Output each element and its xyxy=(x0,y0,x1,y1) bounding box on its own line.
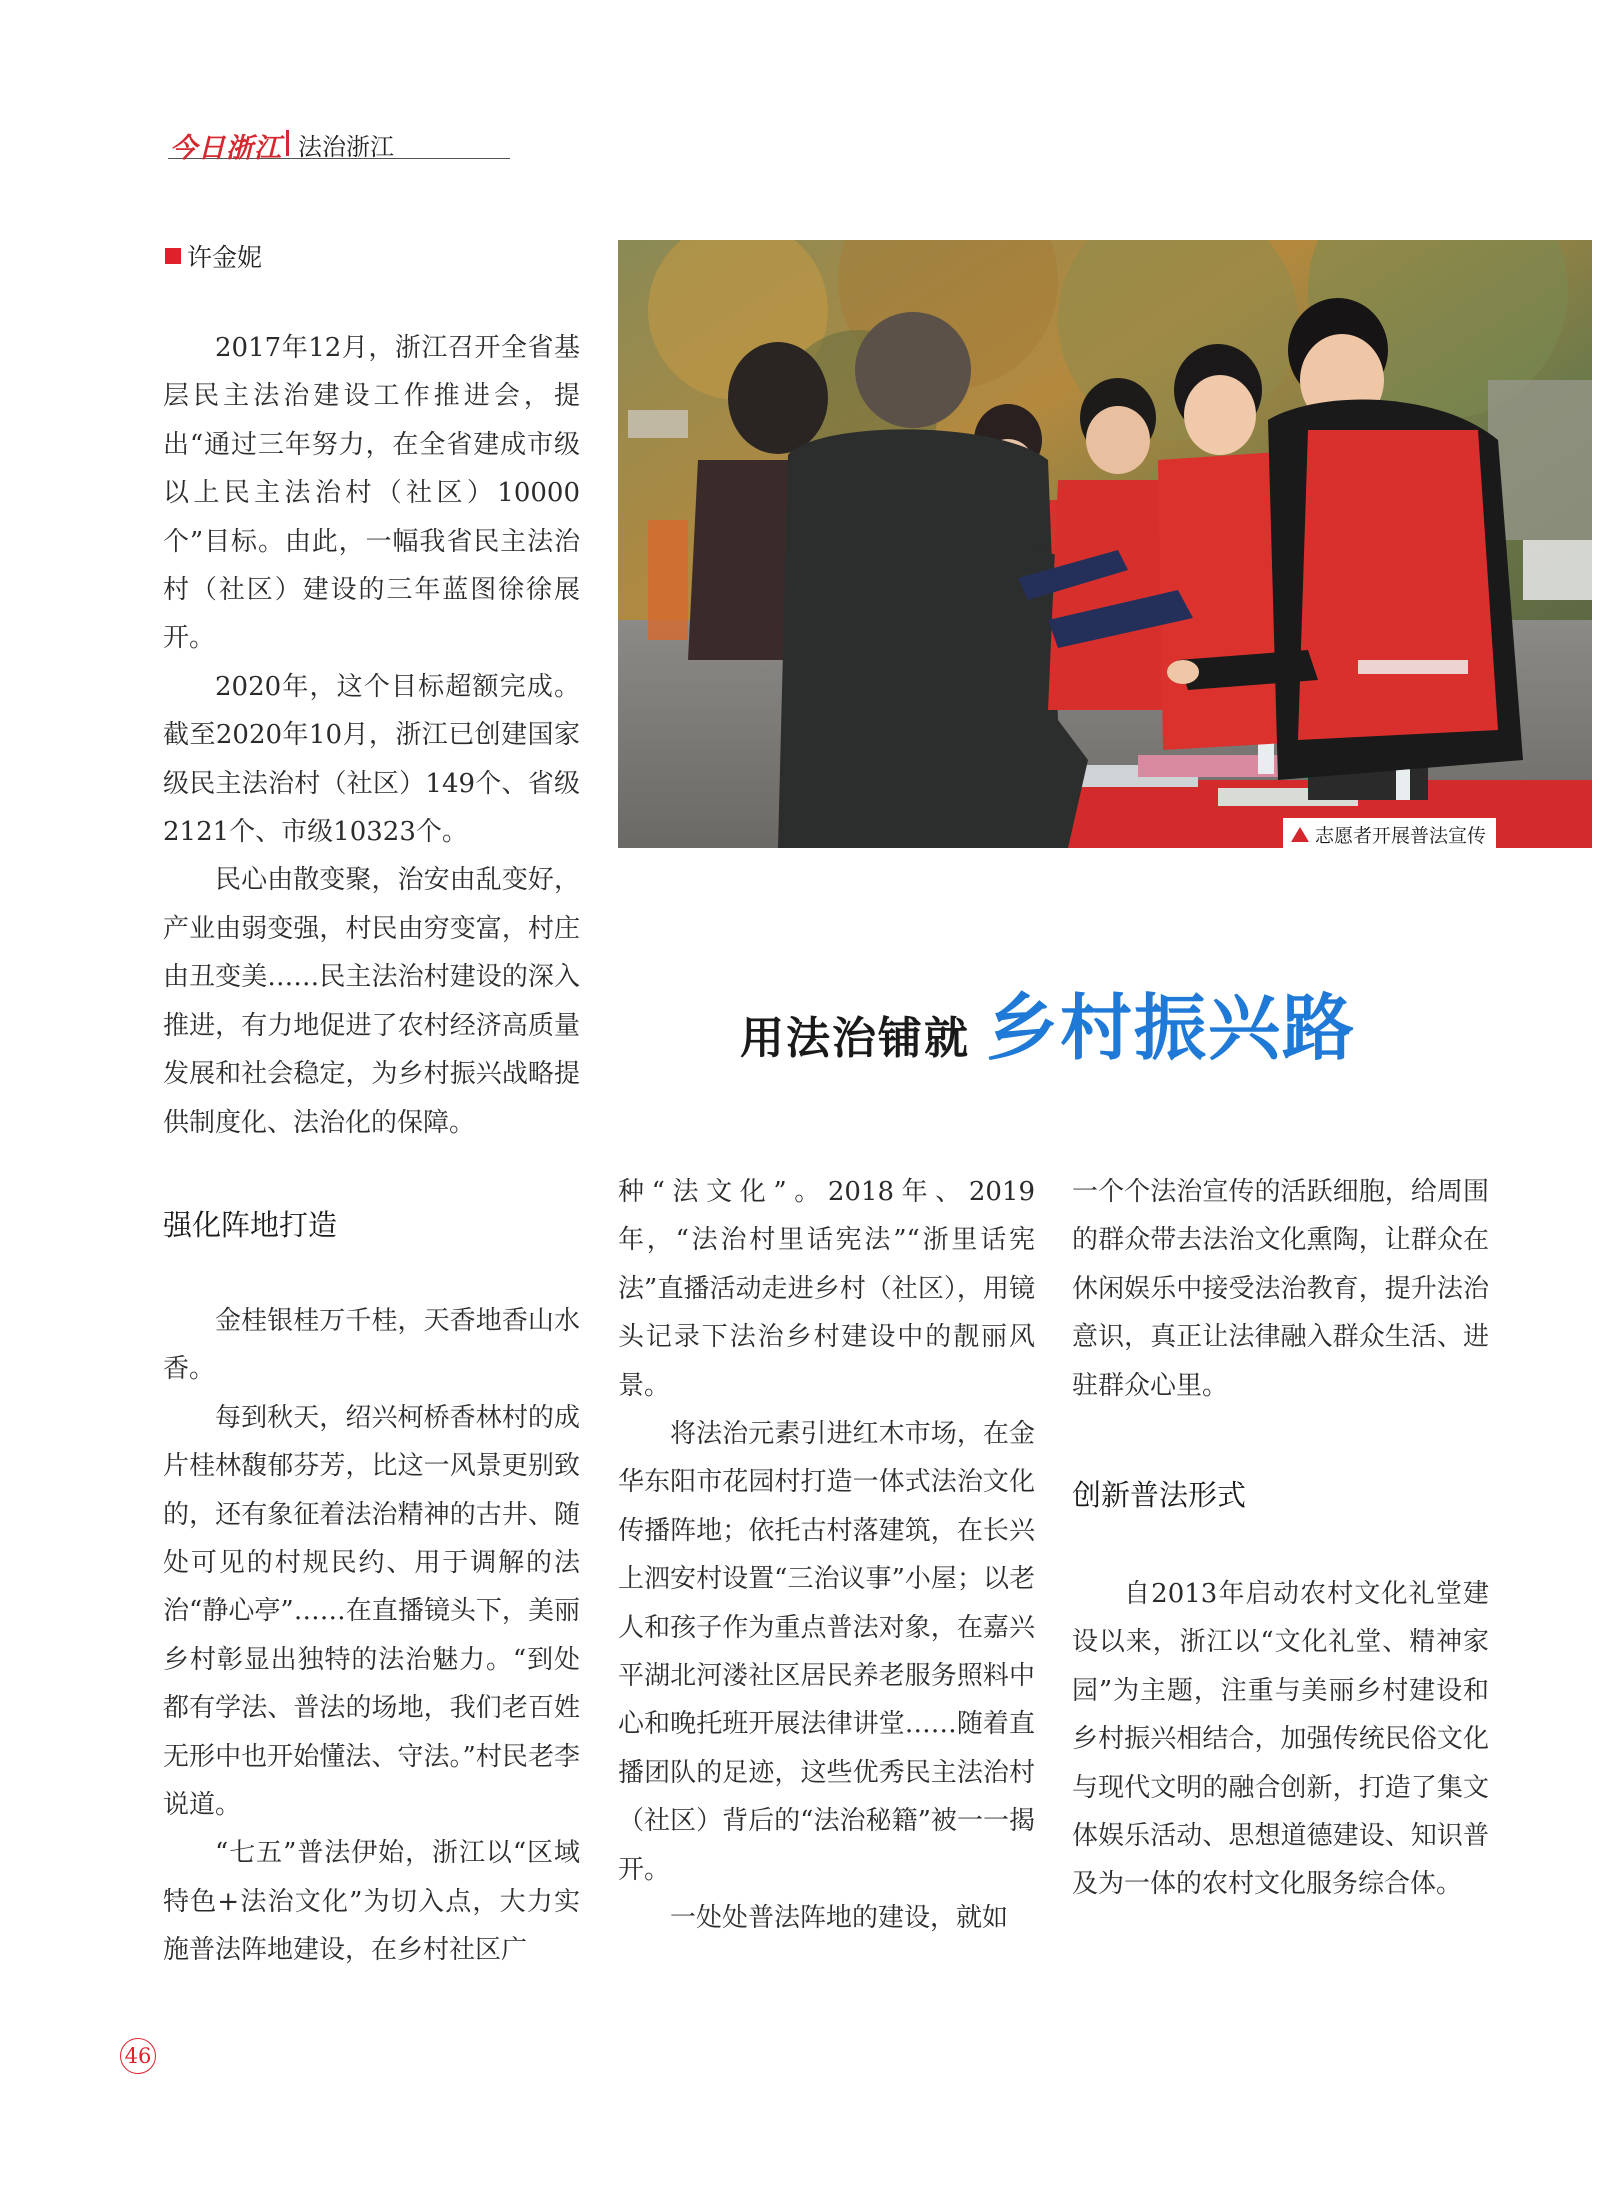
red-square-icon xyxy=(165,248,181,264)
page-number: 46 xyxy=(120,2038,156,2074)
column-3-body xyxy=(1072,1570,1489,1909)
title-lead: 用法治铺就 xyxy=(740,1013,970,1064)
paragraph: 2017年12月，浙江召开全省基层民主法治建设工作推进会，提出“通过三年努力，在全省建成市级以上民主法治村（社区）10000个”目标。由此，一幅我省民主法治村（社区）建设的三年蓝图徐徐展开。 xyxy=(163,333,580,654)
paragraph: 一个个法治宣传的活跃细胞，给周围的群众带去法治文化熏陶，让群众在休闲娱乐中接受法治教育，提升法治意识，真正让法律融入群众生活、进驻群众心里。 xyxy=(1072,1177,1489,1401)
section-name: 法治浙江 xyxy=(298,133,394,161)
paragraph: 自2013年启动农村文化礼堂建设以来，浙江以“文化礼堂、精神家园”为主题，注重与美丽乡村建设和乡村振兴相结合，加强传统民俗文化与现代文明的融合创新，打造了集文体娱乐活动、思想道德建设、知识普及为一体的农村文化服务综合体。 xyxy=(1072,1579,1489,1900)
author-name: 许金妮 xyxy=(187,243,263,272)
page-header xyxy=(168,124,510,164)
paragraph: 将法治元素引进红木市场，在金华东阳市花园村打造一体式法治文化传播阵地；依托古村落建筑，在长兴上泗安村设置“三治议事”小屋；以老人和孩子作为重点普法对象，在嘉兴平湖北河溇社区居民养老服务照料中心和晚托班开展法律讲堂……随着直播团队的足迹，这些优秀民主法治村（社区）背后的“法治秘籍”被一一揭开。 xyxy=(618,1419,1035,1885)
section-title: 创新普法形式 xyxy=(1072,1478,1247,1512)
paragraph: 金桂银桂万千桂，天香地香山水香。 xyxy=(163,1306,580,1385)
author-byline xyxy=(165,238,262,274)
section-heading-1 xyxy=(163,1201,337,1249)
header-separator xyxy=(286,130,289,156)
article-title xyxy=(740,970,1356,1074)
paragraph: 一处处普法阵地的建设，就如 xyxy=(670,1903,1009,1934)
column-1-body xyxy=(163,1297,580,1975)
caption-text: 志愿者开展普法宣传 xyxy=(1315,825,1487,847)
paragraph: “七五”普法伊始，浙江以“区域特色+法治文化”为切入点，大力实施普法阵地建设，在乡村社区广 xyxy=(163,1838,580,1966)
section-heading-2 xyxy=(1072,1471,1246,1519)
paragraph: 每到秋天，绍兴柯桥香林村的成片桂林馥郁芬芳，比这一风景更别致的，还有象征着法治精神的古井、随处可见的村规民约、用于调解的法治“静心亭”……在直播镜头下，美丽乡村彰显出独特的法治魅力。“到处都有学法、普法的场地，我们老百姓无形中也开始懂法、守法。”村民老李说道。 xyxy=(163,1402,580,1821)
volunteers-photo-illustration xyxy=(618,240,1592,848)
photo-caption xyxy=(1283,818,1496,851)
paragraph: 种“法文化”。2018年、2019年，“法治村里话宪法”“浙里话宪法”直播活动走进乡村（社区），用镜头记录下法治乡村建设中的靓丽风景。 xyxy=(618,1177,1035,1401)
article-photo xyxy=(618,240,1592,848)
column-1-intro xyxy=(163,324,580,1147)
section-title: 强化阵地打造 xyxy=(163,1208,338,1242)
paragraph: 民心由散变聚，治安由乱变好，产业由弱变强，村民由穷变富，村庄由丑变美……民主法治村建设的深入推进，有力地促进了农村经济高质量发展和社会稳定，为乡村振兴战略提供制度化、法治化的保障。 xyxy=(163,865,580,1138)
triangle-icon xyxy=(1291,827,1309,842)
column-2 xyxy=(618,1168,1035,1943)
paragraph: 2020年，这个目标超额完成。截至2020年10月，浙江已创建国家级民主法治村（社区）149个、省级2121个、市级10323个。 xyxy=(163,671,580,848)
column-3-top xyxy=(1072,1168,1489,1410)
title-highlight: 乡村振兴路 xyxy=(986,986,1357,1070)
magazine-logo: 今日浙江 xyxy=(170,133,282,164)
